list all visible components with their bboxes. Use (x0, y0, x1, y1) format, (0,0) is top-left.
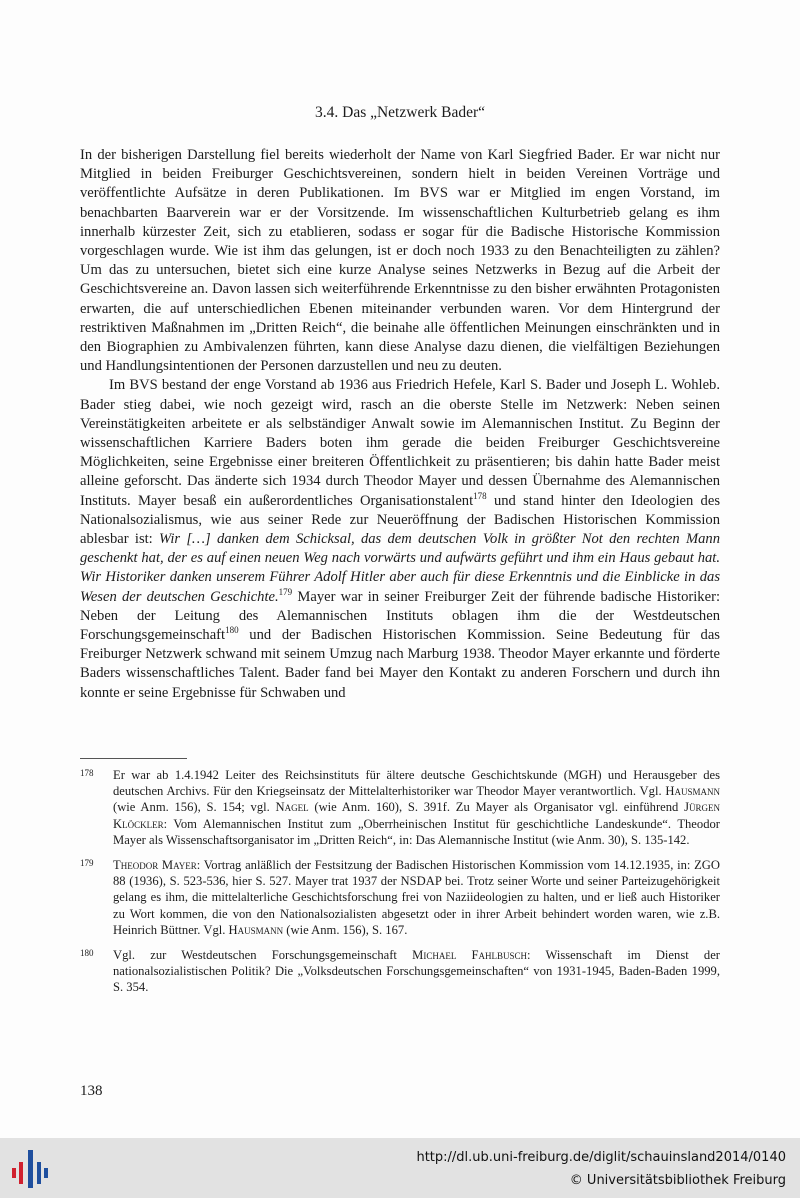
author-name: Michael Fahlbusch (412, 948, 528, 963)
paragraph-2-text-c: Mayer war in seiner Freiburger Zeit der führende badische Historiker: Neben der Leitung des Alemannischen Instituts oblagen ihm die der Westdeutschen Forschungsgemeinschaft (80, 588, 720, 644)
footnote-text: : Vortrag anläßlich der Festsitzung der Badischen Historischen Kommission vom 14.12.1935, in: ZGO 88 (1936), S. 523-536, hier S. 527. Mayer trat 1937 der NSDAP bei. Trotz seiner Worte und seiner Parteizugehörigkeit gelang es ihm, die mittelalterliche Geschichtsforschung frei von Naziideologien zu halten, und er ließ auch Historiker zu Wort kommen, die von den Nationalsozialisten abgesetzt oder in ihrer Arbeit behindert worden waren, wie z.B. Heinrich Büttner. Vgl. (113, 858, 720, 937)
footnote-179 (80, 857, 720, 938)
ub-freiburg-logo-icon (10, 1148, 50, 1190)
footnote-text: : Vom Alemannischen Institut zum „Oberrheinischen Institut für geschichtliche Landeskunde“. Theodor Mayer als Wissenschaftsorganisator im „Dritten Reich“, in: Das Alemannische Institut (wie Anm. 30), S. 135-142. (113, 816, 720, 847)
paragraph-1: In der bisherigen Darstellung fiel bereits wiederholt der Name von Karl Siegfried Bader. Er war nicht nur Mitglied in beiden Freiburger Geschichtsvereinen, sondern hielt in beiden Vereinen Vorträge und veröffentlichte Aufsätze in deren Publikationen. Im BVS war er Mitglied im engen Vorstand, im benachbarten Baarverein war er der Vorsitzende. Im wissenschaftlichen Kulturbetrieb gelang es ihm innerhalb kürzester Zeit, sich zu etablieren, sodass er sogar für die Badische Historische Kommission vorgeschlagen wurde. Wie ist ihm das gelungen, ist er doch noch 1933 zu den Benachteiligten zu zählen? Um das zu untersuchen, bietet sich eine kurze Analyse seines Netzwerks in Bezug auf die Arbeit der Geschichtsvereine an. Davon lassen sich weiterführende Erkenntnisse zu den bisher erwähnten Protagonisten erwarten, die auf unterschiedlichen Ebenen miteinander verbunden waren. Vor dem Hintergrund der restriktiven Maßnahmen im „Dritten Reich“, die beinahe alle öffentlichen Meinungen einschränkten und in den Biographien zu Ambivalenzen führten, kann diese Analyse dazu dienen, die vielfältigen Beziehungen und Handlungsintentionen der Personen darzustellen und neu zu deuten. (80, 147, 720, 375)
footnote-divider (80, 758, 187, 759)
footnote-ref-178: 178 (473, 490, 487, 501)
document-url-link[interactable]: http://dl.ub.uni-freiburg.de/diglit/schauinsland2014/0140 (416, 1150, 786, 1165)
footnote-ref-180: 180 (225, 625, 239, 636)
footnote-ref-179: 179 (278, 586, 293, 597)
footnote-number: 180 (80, 948, 94, 959)
section-heading: 3.4. Das „Netzwerk Bader“ (315, 104, 485, 121)
footnote-number: 178 (80, 768, 94, 778)
footnote-180 (80, 947, 720, 996)
footnote-number: 179 (80, 858, 94, 869)
paragraph-2 (80, 376, 720, 702)
footnotes (80, 767, 720, 1005)
footnote-text: (wie Anm. 156), S. 167. (283, 922, 408, 937)
footnote-text: (wie Anm. 160), S. 391f. Zu Mayer als Organisator vgl. einführend (308, 800, 685, 815)
footnote-text: Er war ab 1.4.1942 Leiter des Reichsinstituts für ältere deutsche Geschichtskunde (MGH) und Herausgeber des deutschen Archivs. Für den Kriegseinsatz der Mittelalterhistoriker war Theodor Mayer verantwortlich. Vgl. (113, 768, 720, 799)
author-name: Hausmann (665, 784, 720, 799)
author-name: Nagel (275, 800, 309, 815)
author-name: Hausmann (228, 922, 284, 937)
author-name: Theodor Mayer (113, 858, 197, 873)
page-number: 138 (80, 1083, 103, 1099)
paragraph-2-text-a: Im BVS bestand der enge Vorstand ab 1936 aus Friedrich Hefele, Karl S. Bader und Joseph L. Wohleb. Bader stieg dabei, wie noch gezeigt wird, rasch an die oberste Stelle im Netzwerk: Neben seinen Vereinstätigkeiten arbeitete er als selbständiger Anwalt sowie im Alemannischen Institut. Zu Beginn der wissenschaftlichen Karriere Baders boten ihm gerade die beiden Freiburger Geschichtsvereine Möglichkeiten, seine Ergebnisse einer breiteren Öffentlichkeit zu präsentieren; bis dahin hatte Bader meist alleine geforscht. Das änderte sich 1934 durch Theodor Mayer und dessen Übernahme des Alemannischen Instituts. Mayer besaß ein außerordentliches Organisationstalent (80, 377, 720, 509)
mayer-quote: Wir […] danken dem Schicksal, das dem deutschen Volk in größter Not den rechten Mann geschenkt hat, der es auf einen neuen Weg nach vorwärts und aufwärts geführt und ihm ein Haus gebaut hat. Wir Historiker danken unserem Führer Adolf Hitler aber auch für diese Erkenntnis und die Einblicke in das Wesen der deutschen Geschichte. (80, 531, 720, 605)
copyright-notice: © Universitätsbibliothek Freiburg (569, 1173, 786, 1188)
body-text (80, 146, 720, 703)
footnote-text: : Wissenschaft im Dienst der nationalsozialistischen Politik? Die „Volksdeutschen Forschungsgemeinschaften“ von 1931-1945, Baden-Baden 1999, S. 354. (113, 948, 720, 995)
paragraph-2-text-b: und stand hinter den Ideologien des Nationalsozialismus, wie aus seiner Rede zur Neueröffnung der Badischen Historischen Kommission ablesbar ist: (80, 492, 721, 548)
paragraph-2-text-d: und der Badischen Historischen Kommission. Seine Bedeutung für das Freiburger Netzwerk schwand mit seinem Umzug nach Marburg 1938. Theodor Mayer erkannte und förderte Baders wissenschaftliches Talent. Bader fand bei Mayer den Kontakt zu anderen Forschern und durch ihn konnte er seine Ergebnisse für Schwaben und (80, 627, 720, 701)
viewer-footer (0, 1138, 800, 1198)
footnote-text: (wie Anm. 156), S. 154; vgl. (113, 800, 276, 815)
footnote-text: Vgl. zur Westdeutschen Forschungsgemeinschaft (113, 948, 413, 963)
author-name: Jürgen Klöckler (113, 800, 720, 831)
footnote-178 (80, 767, 720, 848)
